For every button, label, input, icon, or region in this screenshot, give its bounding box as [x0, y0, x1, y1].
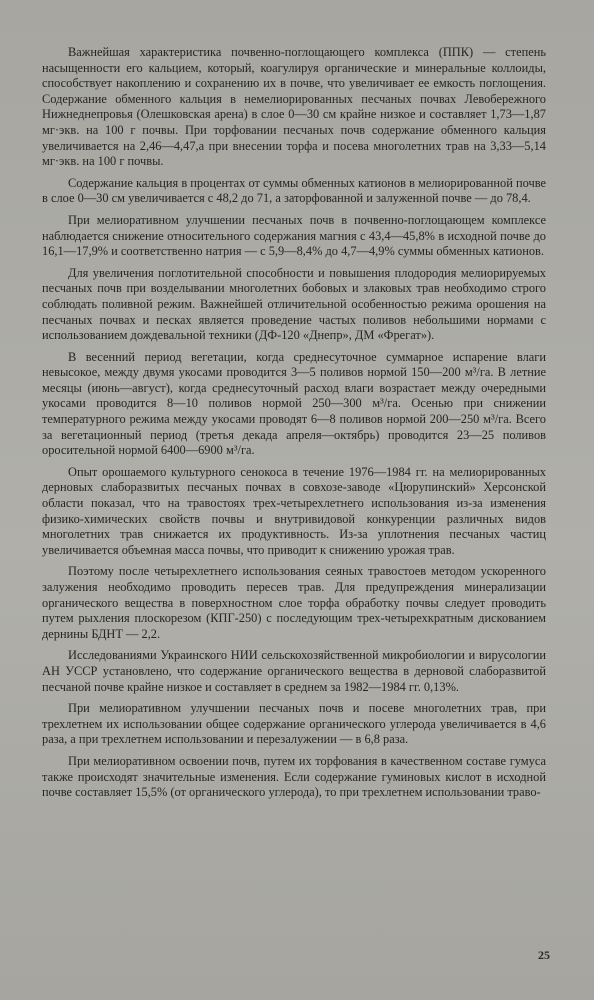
- paragraph-magnesium-sodium: При мелиоративном улучшении песчаных почв в почвенно-поглощающем комплексе наблюдается снижение относительного содержания магния с 43,4—45,8% в исходной почве до 16,1—17,9% и соответственно натрия — с 5,9—8,4% до 4,7—4,9% суммы обменных катионов.: [42, 212, 546, 259]
- paragraph-reseeding: Поэтому после четырехлетнего использования сеяных травостоев методом ускоренного залужения необходимо проводить пересев трав. Для предупреждения минерализации органического вещества в поверхностном слое торфа обработку почвы следует проводить путем рыхления плоскорезом (КПГ-250) с последующим трех-четырехкратным дискованием дернины БДНТ — 2,2.: [42, 564, 546, 641]
- page-number: 25: [538, 948, 550, 962]
- paragraph-hayfield-experience: Опыт орошаемого культурного сенокоса в течение 1976—1984 гг. на мелиорированных дерновых слаборазвитых песчаных почвах в совхозе-заводе «Цюрупинский» Херсонской области показал, что на травостоях трех-четырехлетнего использования из-за изменения физико-химических свойств почвы и внутривидовой конкуренции различных видов многолетних трав снижается их продуктивность. Из-за уплотнения песчаных частиц увеличивается объемная масса почвы, что приводит к снижению урожая трав.: [42, 464, 546, 557]
- paragraph-calcium-percent: Содержание кальция в процентах от суммы обменных катионов в мелиорированной почве в слое 0—30 см увеличивается с 48,2 до 71, а заторфованной и залуженной почве — до 78,4.: [42, 175, 546, 206]
- paragraph-humus-composition: При мелиоративном освоении почв, путем их торфования в качественном составе гумуса также происходят значительные изменения. Если содержание гуминовых кислот в исходной почве составляет 15,5% (от органического углерода), то при трехлетнем использовании траво-: [42, 753, 546, 800]
- paragraph-organic-carbon: При мелиоративном улучшении песчаных почв и посеве многолетних трав, при трехлетнем их использовании общее содержание органического углерода увеличивается в 4,6 раза, а при трехлетнем использовании и перезалужении — в 6,8 раза.: [42, 701, 546, 747]
- paragraph-calcium-saturation: Важнейшая характеристика почвенно-поглощающего комплекса (ППК) — степень насыщенности его кальцием, который, коагулируя органические и минеральные коллоиды, способствует накоплению и сохранению их в почве, что увеличивает ее емкость поглощения. Содержание обменного кальция в немелиорированных песчаных почвах Левобережного Нижнеднепровья (Олешковская арена) в слое 0—30 см крайне низкое и составляет 1,73—1,87 мг·экв. на 100 г почвы. При торфовании песчаных почв содержание обменного кальция увеличивается на 2,46—4,47,а при внесении торфа и посева многолетних трав на 3,33—5,14 мг·экв. на 100 г почвы.: [42, 45, 546, 169]
- body-text: [42, 45, 546, 801]
- paragraph-irrigation-regime: Для увеличения поглотительной способности и повышения плодородия мелиорируемых песчаных почв при возделывании многолетних бобовых и злаковых трав необходимо строго соблюдать поливной режим. Важнейшей отличительной особенностью режима орошения на песчаных почвах и песках является проведение частых поливов небольшими нормами с использованием дождевальной техники (ДФ-120 «Днепр», ДМ «Фрегат»).: [42, 265, 546, 343]
- paragraph-vegetation-periods: В весенний период вегетации, когда среднесуточное суммарное испарение влаги невысокое, между двумя укосами проводится 3—5 поливов нормой 150—200 м³/га. В летние месяцы (июнь—август), когда среднесуточный расход влаги возрастает между очередными укосами проводится 8—10 поливов нормой 250—300 м³/га. Осенью при снижении температурного режима между укосами проводят 6—8 поливов нормой 200—250 м³/га. Всего за вегетационный период (третья декада апреля—октябрь) проводится 23—25 поливов оросительной нормой 6400—6900 м³/га.: [42, 349, 546, 458]
- paragraph-research-institute: Исследованиями Украинского НИИ сельскохозяйственной микробиологии и вирусологии АН УССР установлено, что содержание органического вещества в дерновой слаборазвитой песчаной почве крайне низкое и составляет в среднем за 1982—1984 гг. 0,13%.: [42, 648, 546, 694]
